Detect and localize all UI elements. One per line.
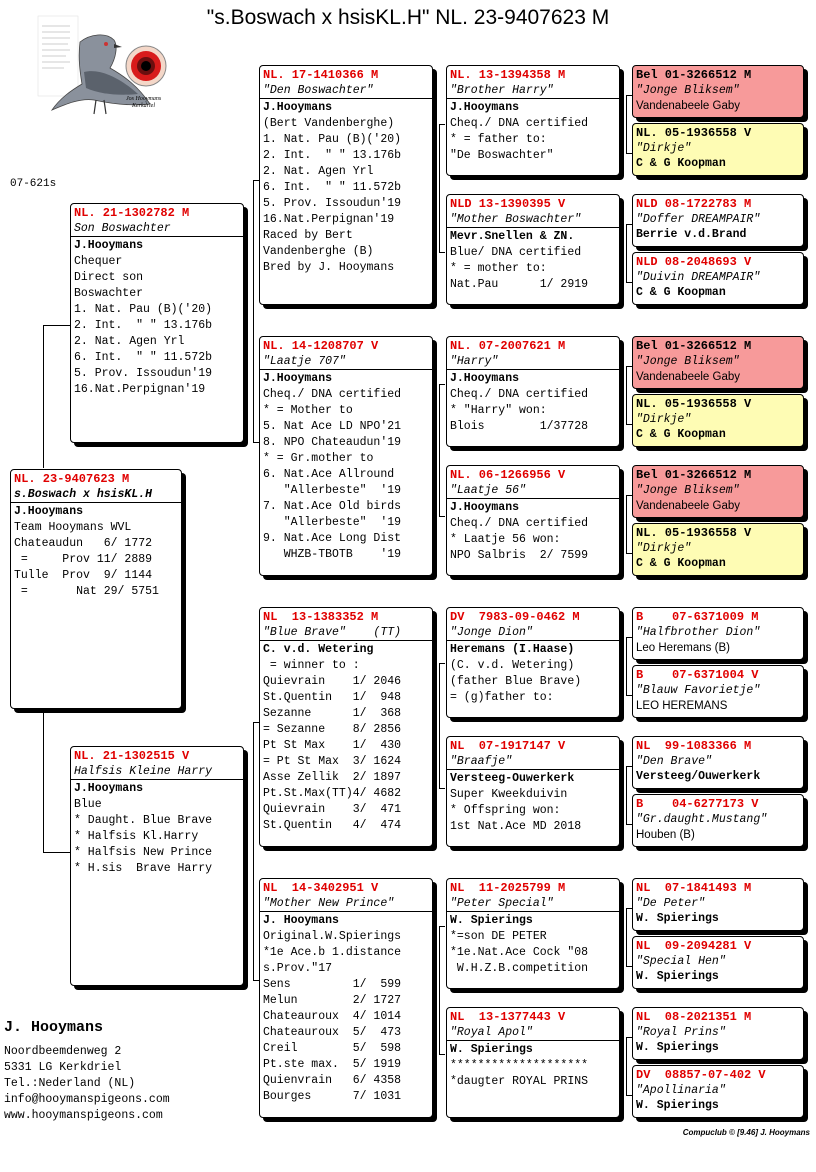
pigeon-name: "Brother Harry"	[447, 83, 619, 99]
info-line: * Halfsis Kl.Harry	[74, 830, 199, 843]
info-line: St.Quentin 4/ 474	[263, 819, 402, 832]
info-line: Blois 1/37728	[450, 420, 589, 433]
ring-number: Bel 01-3266512 M	[636, 468, 752, 482]
info-line: *=son DE PETER	[450, 930, 547, 943]
info-line: Sezanne 1/ 368	[263, 707, 402, 720]
pigeon-card-g6[interactable]	[632, 394, 804, 447]
info-line: Chequer	[74, 255, 123, 268]
pigeon-owner: J.Hooymans	[450, 101, 520, 114]
pigeon-owner: C & G Koopman	[636, 286, 726, 299]
pigeon-name: Son Boswachter	[71, 221, 243, 237]
pigeon-owner: J.Hooymans	[74, 782, 144, 795]
pigeon-owner: W. Spierings	[636, 1099, 719, 1112]
pigeon-name: "Apollinaria"	[636, 1084, 726, 1097]
info-line: Blue	[74, 798, 102, 811]
pigeon-owner: J.Hooymans	[263, 101, 333, 114]
info-line: * H.sis Brave Harry	[74, 862, 213, 875]
pigeon-name: "Dirkje"	[636, 542, 692, 555]
eye-icon	[126, 46, 166, 86]
info-line: ********************	[450, 1059, 589, 1072]
ring-number: NL 14-3402951 V	[263, 881, 379, 895]
info-line: Sens 1/ 599	[263, 978, 402, 991]
pigeon-owner: LEO HEREMANS	[636, 700, 728, 712]
pigeon-owner: Vandenabeele Gaby	[636, 100, 741, 112]
breeder-email[interactable]: info@hooymanspigeons.com	[4, 1093, 170, 1106]
info-line: 6. Nat.Ace Allround	[263, 468, 395, 481]
pigeon-card-dam[interactable]	[70, 746, 244, 986]
info-line: Pt.ste max. 5/ 1919	[263, 1058, 402, 1071]
pigeon-card-mff[interactable]	[446, 607, 620, 718]
info-line: Bourges 7/ 1031	[263, 1090, 402, 1103]
ring-number: B 07-6371009 M	[636, 610, 759, 624]
info-line: St.Quentin 1/ 948	[263, 691, 402, 704]
pigeon-name: "Halfbrother Dion"	[636, 626, 761, 639]
info-line: * = father to:	[450, 133, 547, 146]
pigeon-owner: W. Spierings	[450, 1043, 533, 1056]
info-line: (C. v.d. Wetering)	[450, 659, 575, 672]
info-line: Original.W.Spierings	[263, 930, 402, 943]
pigeon-owner: W. Spierings	[636, 1041, 719, 1054]
info-line: * Offspring won:	[450, 804, 561, 817]
breeder-address: Noordbeemdenweg 2	[4, 1045, 122, 1058]
pigeon-card-mmf[interactable]	[446, 878, 620, 989]
info-line: Bred by J. Hooymans	[263, 261, 395, 274]
info-line: Melun 2/ 1727	[263, 994, 402, 1007]
info-line: Tulle Prov 9/ 1144	[14, 569, 153, 582]
pigeon-card-ff[interactable]	[259, 65, 433, 305]
breeder-name: J. Hooymans	[4, 1019, 104, 1036]
info-line: W.H.Z.B.competition	[450, 962, 589, 975]
info-line: Boswachter	[74, 287, 144, 300]
ring-number: NL. 05-1936558 V	[636, 526, 752, 540]
pigeon-name: "Den Boswachter"	[260, 83, 432, 99]
pigeon-owner: J. Hooymans	[263, 914, 339, 927]
info-line: Cheq./ DNA certified	[263, 388, 402, 401]
footer-credit: Compuclub © [9.46] J. Hooymans	[682, 1128, 810, 1137]
ring-number: NL 07-1841493 M	[636, 881, 752, 895]
pigeon-card-g2[interactable]	[632, 123, 804, 176]
info-line: 5. Prov. Issoudun'19	[74, 367, 213, 380]
info-line: *daugter ROYAL PRINS	[450, 1075, 589, 1088]
info-line: Pt.St.Max(TT)4/ 4682	[263, 787, 402, 800]
ring-number: NLD 13-1390395 V	[450, 197, 566, 211]
ring-number: NL 13-1377443 V	[450, 1010, 566, 1024]
ring-number: NL 07-1917147 V	[450, 739, 566, 753]
ring-number: DV 7983-09-0462 M	[450, 610, 580, 624]
pigeon-owner: W. Spierings	[636, 970, 719, 983]
info-line: Team Hooymans WVL	[14, 521, 132, 534]
pigeon-card-g15[interactable]	[632, 1007, 804, 1060]
pigeon-name: "Den Brave"	[636, 755, 712, 768]
pigeon-name: "Doffer DREAMPAIR"	[636, 213, 761, 226]
breeder-phone: Tel.:Nederland (NL)	[4, 1077, 136, 1090]
pigeon-card-sire[interactable]	[70, 203, 244, 443]
info-line: 1. Nat. Pau (B)('20)	[74, 303, 213, 316]
pigeon-name: "Blue Brave" (TT)	[260, 625, 432, 641]
ring-number: Bel 01-3266512 M	[636, 339, 752, 353]
pigeon-name: s.Boswach x hsisKL.H	[11, 487, 181, 503]
info-line: Cheq./ DNA certified	[450, 517, 589, 530]
info-line: 5. Nat Ace LD NPO'21	[263, 420, 402, 433]
pigeon-owner: Heremans (I.Haase)	[450, 643, 575, 656]
pigeon-card-fff[interactable]	[446, 65, 620, 176]
ring-number: NL. 17-1410366 M	[263, 68, 379, 82]
pigeon-owner: J.Hooymans	[450, 372, 520, 385]
pigeon-card-g10[interactable]	[632, 665, 804, 718]
logo-text-1: Jos Hooymans	[126, 96, 162, 102]
pigeon-name: Halfsis Kleine Harry	[71, 764, 243, 780]
pigeon-name: "Special Hen"	[636, 955, 726, 968]
info-line: "Allerbeste" '19	[263, 484, 402, 497]
info-line: * Halfsis New Prince	[74, 846, 213, 859]
info-line: * = mother to:	[450, 262, 547, 275]
pigeon-name: "Harry"	[447, 354, 619, 370]
ring-number: DV 08857-07-402 V	[636, 1068, 766, 1082]
info-line: Creil 5/ 598	[263, 1042, 402, 1055]
pigeon-owner: C & G Koopman	[636, 428, 726, 441]
info-line: Chateauroux 5/ 473	[263, 1026, 402, 1039]
info-line: Nat.Pau 1/ 2919	[450, 278, 589, 291]
pigeon-name: "Duivin DREAMPAIR"	[636, 271, 761, 284]
info-line: s.Prov."17	[263, 962, 333, 975]
pigeon-card-g13[interactable]	[632, 878, 804, 931]
ring-number: NL. 05-1936558 V	[636, 397, 752, 411]
pigeon-owner: C & G Koopman	[636, 157, 726, 170]
pigeon-card-fm[interactable]	[259, 336, 433, 576]
pigeon-name: "Jonge Bliksem"	[636, 484, 740, 497]
info-line: 6. Int. " " 11.572b	[263, 181, 402, 194]
info-line: * = Gr.mother to	[263, 452, 374, 465]
pigeon-name: "Peter Special"	[447, 896, 619, 912]
pigeon-card-g1[interactable]	[632, 65, 804, 118]
info-line: = Sezanne 8/ 2856	[263, 723, 402, 736]
pigeon-card-g5[interactable]	[632, 336, 804, 389]
pigeon-name: "Gr.daught.Mustang"	[636, 813, 768, 826]
info-line: Quievrain 1/ 2046	[263, 675, 402, 688]
info-line: 16.Nat.Perpignan'19	[74, 383, 206, 396]
ring-number: NL 09-2094281 V	[636, 939, 752, 953]
info-line: 8. NPO Chateaudun'19	[263, 436, 402, 449]
pigeon-card-g16[interactable]	[632, 1065, 804, 1118]
pigeon-card-g14[interactable]	[632, 936, 804, 989]
pigeon-owner: Berrie v.d.Brand	[636, 228, 747, 241]
info-line: = winner to :	[263, 659, 360, 672]
info-line: Super Kweekduivin	[450, 788, 568, 801]
pigeon-card-g9[interactable]	[632, 607, 804, 660]
info-line: 2. Int. " " 13.176b	[74, 319, 213, 332]
info-line: Cheq./ DNA certified	[450, 117, 589, 130]
info-line: 1. Nat. Pau (B)('20)	[263, 133, 402, 146]
info-line: (father Blue Brave)	[450, 675, 582, 688]
ring-number: NL. 23-9407623 M	[14, 472, 130, 486]
info-line: "Allerbeste" '19	[263, 516, 402, 529]
ring-number: NL. 13-1394358 M	[450, 68, 566, 82]
pigeon-owner: Mevr.Snellen & ZN.	[450, 230, 575, 243]
pigeon-card-ffm[interactable]	[446, 194, 620, 305]
info-line: = Prov 11/ 2889	[14, 553, 153, 566]
info-line: Raced by Bert	[263, 229, 353, 242]
ring-number: NL. 05-1936558 V	[636, 126, 752, 140]
info-line: = (g)father to:	[450, 691, 554, 704]
ring-number: B 07-6371004 V	[636, 668, 759, 682]
pigeon-owner: W. Spierings	[636, 912, 719, 925]
info-line: 6. Int. " " 11.572b	[74, 351, 213, 364]
ring-number: B 04-6277173 V	[636, 797, 759, 811]
info-line: 7. Nat.Ace Old birds	[263, 500, 402, 513]
reference-code: 07-621s	[10, 178, 57, 190]
pigeon-owner: C. v.d. Wetering	[263, 643, 374, 656]
info-line: Chateauroux 4/ 1014	[263, 1010, 402, 1023]
pigeon-name: "Jonge Bliksem"	[636, 355, 740, 368]
pigeon-name: "De Peter"	[636, 897, 706, 910]
pigeon-card-g7[interactable]	[632, 465, 804, 518]
ring-number: NL. 21-1302782 M	[74, 206, 190, 220]
pigeon-owner: C & G Koopman	[636, 557, 726, 570]
pigeon-owner: Houben (B)	[636, 829, 695, 841]
info-line: * = Mother to	[263, 404, 353, 417]
info-line: *1e.Nat.Ace Cock "08	[450, 946, 589, 959]
pigeon-name: "Dirkje"	[636, 142, 692, 155]
pigeon-card-g3[interactable]	[632, 194, 804, 247]
pigeon-owner: Versteeg-Ouwerkerk	[450, 772, 575, 785]
info-line: Blue/ DNA certified	[450, 246, 582, 259]
ring-number: NL 99-1083366 M	[636, 739, 752, 753]
info-line: 2. Nat. Agen Yrl	[263, 165, 374, 178]
info-line: NPO Salbris 2/ 7599	[450, 549, 589, 562]
breeder-city: 5331 LG Kerkdriel	[4, 1061, 122, 1074]
info-line: * "Harry" won:	[450, 404, 547, 417]
info-line: * Laatje 56 won:	[450, 533, 561, 546]
info-line: Pt St Max 1/ 430	[263, 739, 402, 752]
pigeon-owner: J.Hooymans	[450, 501, 520, 514]
pigeon-card-mfm[interactable]	[446, 736, 620, 847]
info-line: Cheq./ DNA certified	[450, 388, 589, 401]
pigeon-owner: Versteeg/Ouwerkerk	[636, 770, 761, 783]
info-line: "De Boswachter"	[450, 149, 554, 162]
info-line: Quievrain 3/ 471	[263, 803, 402, 816]
info-line: = Nat 29/ 5751	[14, 585, 159, 598]
ring-number: NLD 08-1722783 M	[636, 197, 752, 211]
pigeon-owner: J.Hooymans	[14, 505, 84, 518]
breeder-website[interactable]: www.hooymanspigeons.com	[4, 1109, 163, 1122]
pigeon-card-g8[interactable]	[632, 523, 804, 576]
pigeon-name: "Braafje"	[447, 754, 619, 770]
ring-number: Bel 01-3266512 M	[636, 68, 752, 82]
pigeon-card-mmm[interactable]	[446, 1007, 620, 1118]
info-line: 16.Nat.Perpignan'19	[263, 213, 395, 226]
pigeon-name: "Mother New Prince"	[260, 896, 432, 912]
pigeon-owner: J.Hooymans	[74, 239, 144, 252]
pigeon-owner: W. Spierings	[450, 914, 533, 927]
info-line: 1st Nat.Ace MD 2018	[450, 820, 582, 833]
pigeon-card-g12[interactable]	[632, 794, 804, 847]
info-line: = Pt St Max 3/ 1624	[263, 755, 402, 768]
info-line: 9. Nat.Ace Long Dist	[263, 532, 402, 545]
ring-number: NL. 07-2007621 M	[450, 339, 566, 353]
pigeon-card-fmm[interactable]	[446, 465, 620, 576]
ring-number: NL 08-2021351 M	[636, 1010, 752, 1024]
pigeon-name: "Jonge Bliksem"	[636, 84, 740, 97]
pigeon-card-mf[interactable]	[259, 607, 433, 847]
pigeon-name: "Royal Prins"	[636, 1026, 726, 1039]
info-line: 2. Int. " " 13.176b	[263, 149, 402, 162]
ring-number: NL. 21-1302515 V	[74, 749, 190, 763]
info-line: Asse Zellik 2/ 1897	[263, 771, 402, 784]
pigeon-owner: Vandenabeele Gaby	[636, 371, 741, 383]
info-line: Direct son	[74, 271, 144, 284]
pigeon-card-mm[interactable]	[259, 878, 433, 1118]
info-line: Chateaudun 6/ 1772	[14, 537, 153, 550]
pigeon-card-g4[interactable]	[632, 252, 804, 305]
info-line: 2. Nat. Agen Yrl	[74, 335, 185, 348]
pigeon-name: "Laatje 56"	[447, 483, 619, 499]
pigeon-name: "Royal Apol"	[447, 1025, 619, 1041]
pigeon-name: "Mother Boswachter"	[447, 212, 619, 228]
pigeon-name: "Laatje 707"	[260, 354, 432, 370]
info-line: 5. Prov. Issoudun'19	[263, 197, 402, 210]
pigeon-card-subject[interactable]	[10, 469, 182, 709]
ring-number: NLD 08-2048693 V	[636, 255, 752, 269]
breeder-info	[4, 1018, 170, 1124]
pigeon-owner: Leo Heremans (B)	[636, 642, 730, 654]
pigeon-name: "Jonge Dion"	[447, 625, 619, 641]
page-title: "s.Boswach x hsisKL.H" NL. 23-9407623 M	[206, 6, 610, 29]
pigeon-card-fmf[interactable]	[446, 336, 620, 447]
info-line: (Bert Vandenberghe)	[263, 117, 395, 130]
pigeon-owner: Vandenabeele Gaby	[636, 500, 741, 512]
info-line: Quienvrain 6/ 4358	[263, 1074, 402, 1087]
info-line: Vandenberghe (B)	[263, 245, 374, 258]
pigeon-logo	[20, 14, 180, 124]
pigeon-card-g11[interactable]	[632, 736, 804, 789]
pigeon-name: "Dirkje"	[636, 413, 692, 426]
pigeon-owner: J.Hooymans	[263, 372, 333, 385]
ring-number: NL 13-1383352 M	[263, 610, 379, 624]
info-line: *1e Ace.b 1.distance	[263, 946, 402, 959]
logo-text-2: Kerkdriel	[132, 103, 155, 109]
ring-number: NL. 14-1208707 V	[263, 339, 379, 353]
ring-number: NL 11-2025799 M	[450, 881, 566, 895]
ring-number: NL. 06-1266956 V	[450, 468, 566, 482]
pigeon-name: "Blauw Favorietje"	[636, 684, 761, 697]
info-line: * Daught. Blue Brave	[74, 814, 213, 827]
info-line: WHZB-TBOTB '19	[263, 548, 402, 561]
